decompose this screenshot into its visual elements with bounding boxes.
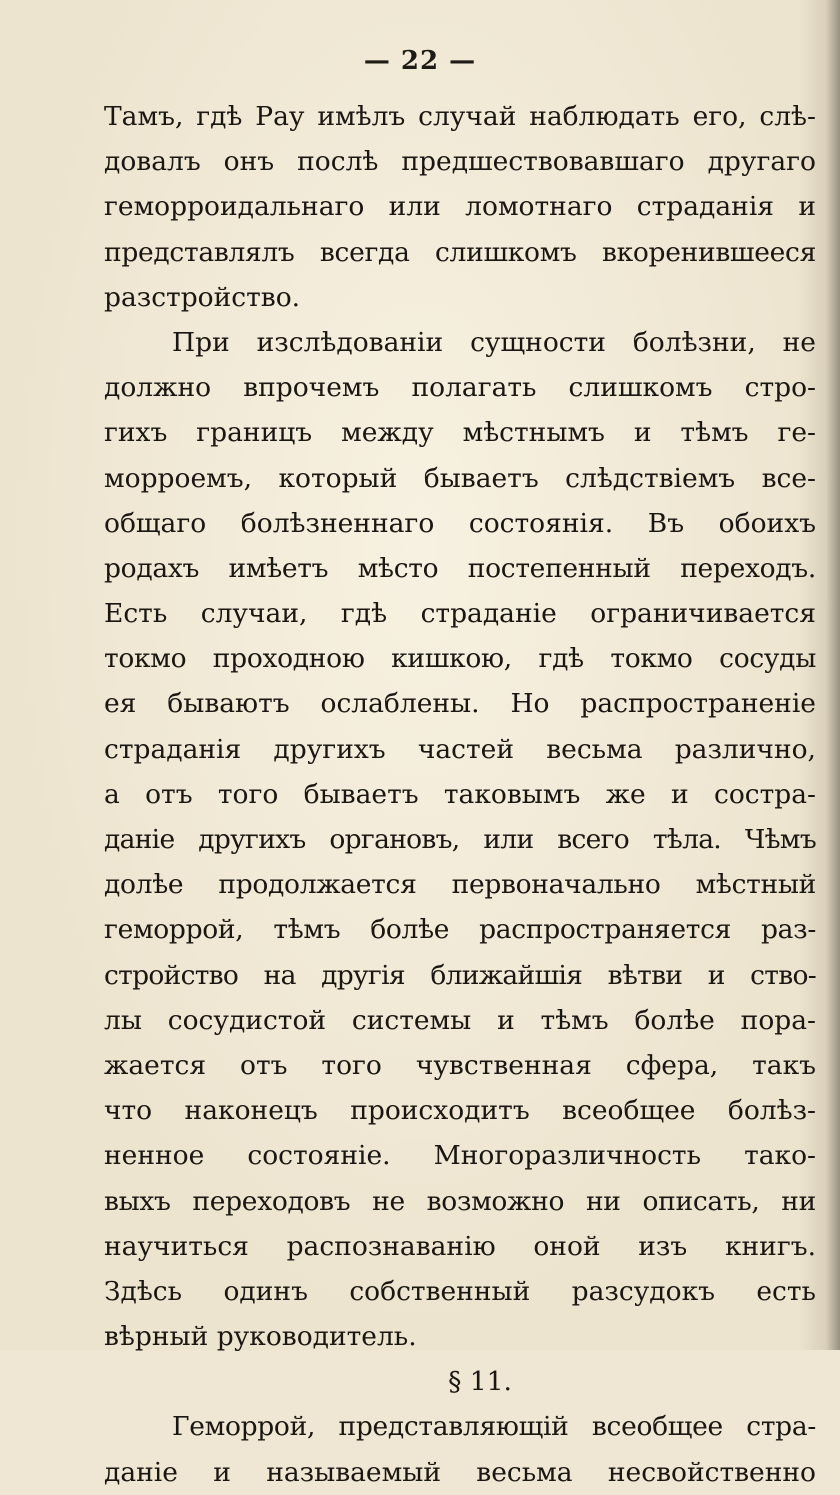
text-line: разстройство. [104,281,301,313]
text-line: ея бываютъ ослаблены. Но распространеніе [104,688,816,720]
text-line: долѣе продолжается первоначально мѣстный [104,869,816,901]
text-line: стройство на другія ближайшія вѣтви и ство- [104,959,816,991]
text-line: довалъ онъ послѣ предшествовавшаго другаго [104,146,816,178]
page-number: — 22 — [363,46,477,76]
text-line: геморроидальнаго или ломотнаго страданія и [104,191,816,223]
text-line: вѣрный руководитель. [104,1321,417,1353]
text-line: общаго болѣзненнаго состоянія. Въ обоихъ [104,507,816,539]
text-line: ненное состояніе. Многоразличность тако- [104,1140,816,1172]
text-line: Здѣсь одинъ собственный разсудокъ есть [104,1275,816,1307]
text-line: должно впрочемъ полагать слишкомъ стро- [104,372,816,404]
text-line: что наконецъ происходитъ всеобщее болѣз- [104,1095,816,1127]
text-line: морроемъ, который бываетъ слѣдствіемъ все- [104,462,816,494]
text-line: родахъ имѣетъ мѣсто постепенный переходъ. [104,552,816,584]
text-line: даніе и называемый весьма несвойственно [104,1456,816,1488]
text-line: а отъ того бываетъ таковымъ же и состра- [104,778,816,810]
text-line: Есть случаи, гдѣ страданіе ограничивается [104,598,816,630]
text-line: лы сосудистой системы и тѣмъ болѣе пора- [104,1004,816,1036]
text-line: Тамъ, гдѣ Рау имѣлъ случай наблюдать его, слѣ- [104,101,816,132]
text-line: представлялъ всегда слишкомъ вкоренившееся [104,236,816,268]
text-line: жается отъ того чувственная сфера, такъ [104,1049,816,1081]
page-edge-shadow [826,0,840,1350]
paragraph-start-line: При изслѣдованіи сущности болѣзни, не [172,326,816,358]
body-text [104,94,816,1495]
text-line: выхъ переходовъ не возможно ни описать, ни [104,1185,816,1217]
text-line: научиться распознаванію оной изъ книгъ. [104,1230,816,1262]
text-line: гихъ границъ между мѣстнымъ и тѣмъ ге- [104,417,816,449]
section-heading: § 11. [448,1366,512,1398]
text-line: даніе другихъ органовъ, или всего тѣла. Чѣмъ [104,824,816,855]
paragraph-start-line: Геморрой, представляющій всеобщее стра- [172,1411,816,1443]
text-line: страданія другихъ частей весьма различно, [104,733,816,765]
text-line: токмо проходною кишкою, гдѣ токмо сосуды [104,643,816,675]
text-line: геморрой, тѣмъ болѣе распространяется раз- [104,914,816,946]
